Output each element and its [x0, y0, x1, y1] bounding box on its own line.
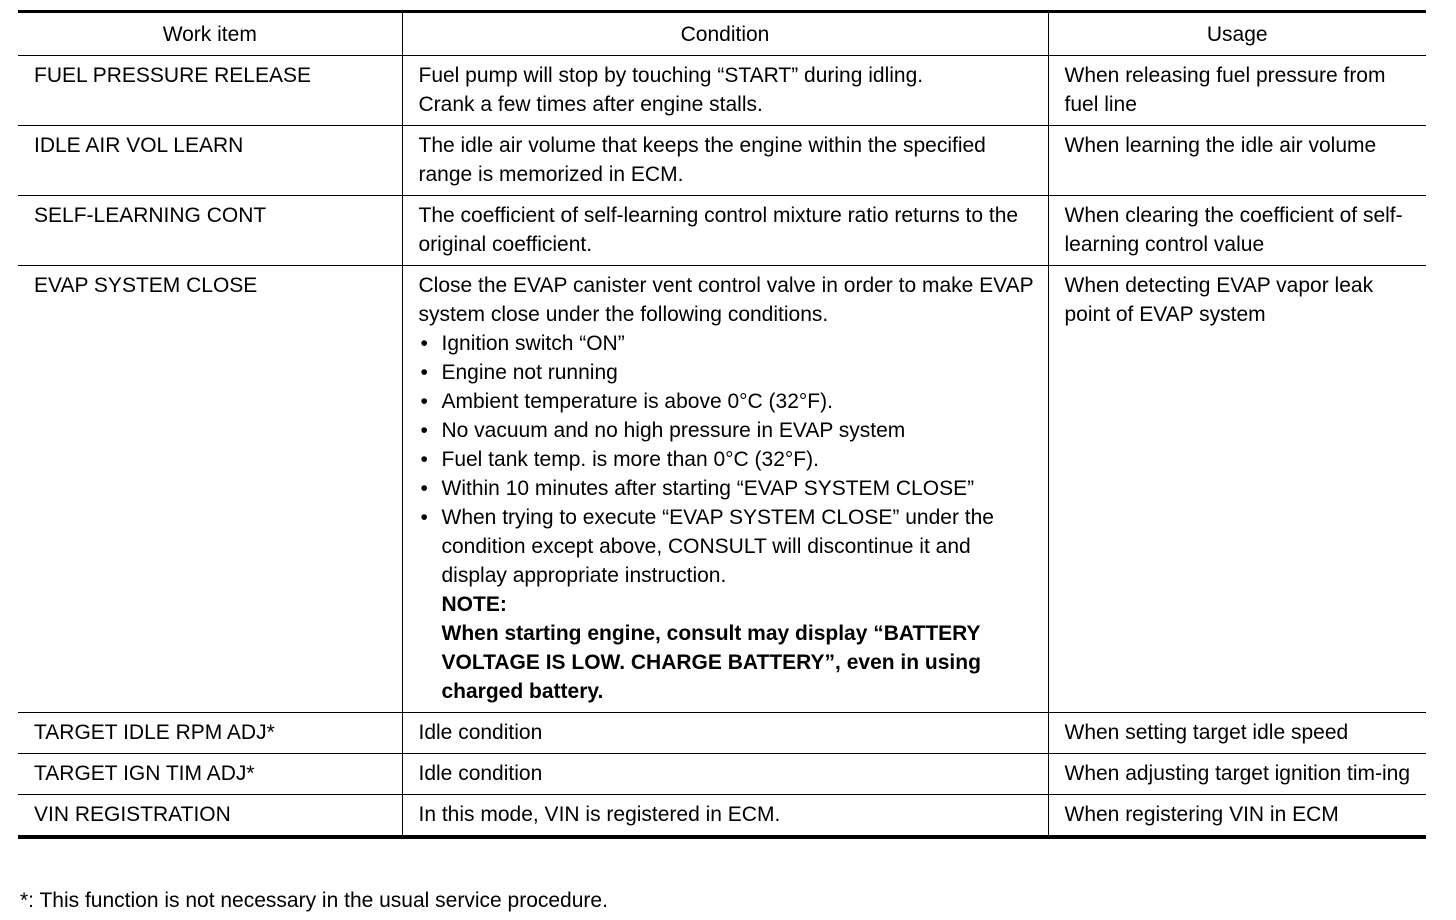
usage-cell: When releasing fuel pressure from fuel line	[1048, 56, 1426, 126]
condition-cell	[402, 795, 1048, 838]
note-text: When starting engine, consult may display “BATTERY VOLTAGE IS LOW. CHARGE BATTERY”, even in using charged battery.	[441, 622, 981, 703]
work-item-cell: IDLE AIR VOL LEARN	[18, 126, 402, 196]
condition-line: Fuel pump will stop by touching “START” during idling.	[418, 64, 924, 87]
condition-line: The coefficient of self-learning control mixture ratio returns to the original coefficient.	[418, 204, 1019, 256]
work-item-cell: FUEL PRESSURE RELEASE	[18, 56, 402, 126]
work-item-cell: TARGET IDLE RPM ADJ*	[18, 713, 402, 754]
usage-cell: When detecting EVAP vapor leak point of EVAP system	[1048, 266, 1426, 713]
note-block	[419, 590, 1040, 706]
condition-cell	[402, 56, 1048, 126]
note-label: NOTE:	[441, 593, 507, 616]
work-support-table-container	[18, 10, 1426, 839]
condition-bullet: • Within 10 minutes after starting “EVAP SYSTEM CLOSE”	[419, 474, 1040, 503]
work-support-table	[18, 10, 1426, 839]
condition-bullet: • Ignition switch “ON”	[419, 329, 1040, 358]
condition-bullet-list	[419, 329, 1040, 590]
table-row	[18, 56, 1426, 126]
condition-bullet: • When trying to execute “EVAP SYSTEM CLOSE” under the condition except above, CONSULT will discontinue it and display appropriate instruction.	[419, 503, 1040, 590]
usage-cell: When adjusting target ignition tim-ing	[1048, 754, 1426, 795]
table-header-row	[18, 12, 1426, 56]
condition-bullet: • No vacuum and no high pressure in EVAP system	[419, 416, 1040, 445]
usage-cell: When learning the idle air volume	[1048, 126, 1426, 196]
condition-cell	[402, 126, 1048, 196]
usage-cell: When clearing the coefficient of self-learning control value	[1048, 196, 1426, 266]
condition-bullet: • Engine not running	[419, 358, 1040, 387]
condition-cell	[402, 266, 1048, 713]
header-work-item: Work item	[18, 12, 402, 56]
condition-cell	[402, 196, 1048, 266]
condition-bullet: • Fuel tank temp. is more than 0°C (32°F).	[419, 445, 1040, 474]
work-item-cell: VIN REGISTRATION	[18, 795, 402, 838]
header-condition: Condition	[402, 12, 1048, 56]
condition-intro: Close the EVAP canister vent control valve in order to make EVAP system close under the following conditions.	[418, 274, 1034, 326]
work-item-cell: EVAP SYSTEM CLOSE	[18, 266, 402, 713]
condition-line: The idle air volume that keeps the engine within the specified range is memorized in ECM.	[418, 134, 986, 186]
usage-cell: When registering VIN in ECM	[1048, 795, 1426, 838]
header-usage: Usage	[1048, 12, 1426, 56]
work-item-cell: SELF-LEARNING CONT	[18, 196, 402, 266]
condition-bullet: • Ambient temperature is above 0°C (32°F).	[419, 387, 1040, 416]
work-item-cell: TARGET IGN TIM ADJ*	[18, 754, 402, 795]
usage-cell: When setting target idle speed	[1048, 713, 1426, 754]
condition-line: Crank a few times after engine stalls.	[418, 93, 763, 116]
table-row	[18, 713, 1426, 754]
condition-cell	[402, 713, 1048, 754]
table-row	[18, 126, 1426, 196]
table-row	[18, 266, 1426, 713]
table-row	[18, 795, 1426, 838]
condition-cell	[402, 754, 1048, 795]
condition-line: Idle condition	[418, 721, 543, 744]
footnote: *: This function is not necessary in the usual service procedure.	[20, 889, 608, 912]
condition-line: Idle condition	[418, 762, 543, 785]
table-row	[18, 754, 1426, 795]
table-row	[18, 196, 1426, 266]
condition-line: In this mode, VIN is registered in ECM.	[418, 803, 781, 826]
